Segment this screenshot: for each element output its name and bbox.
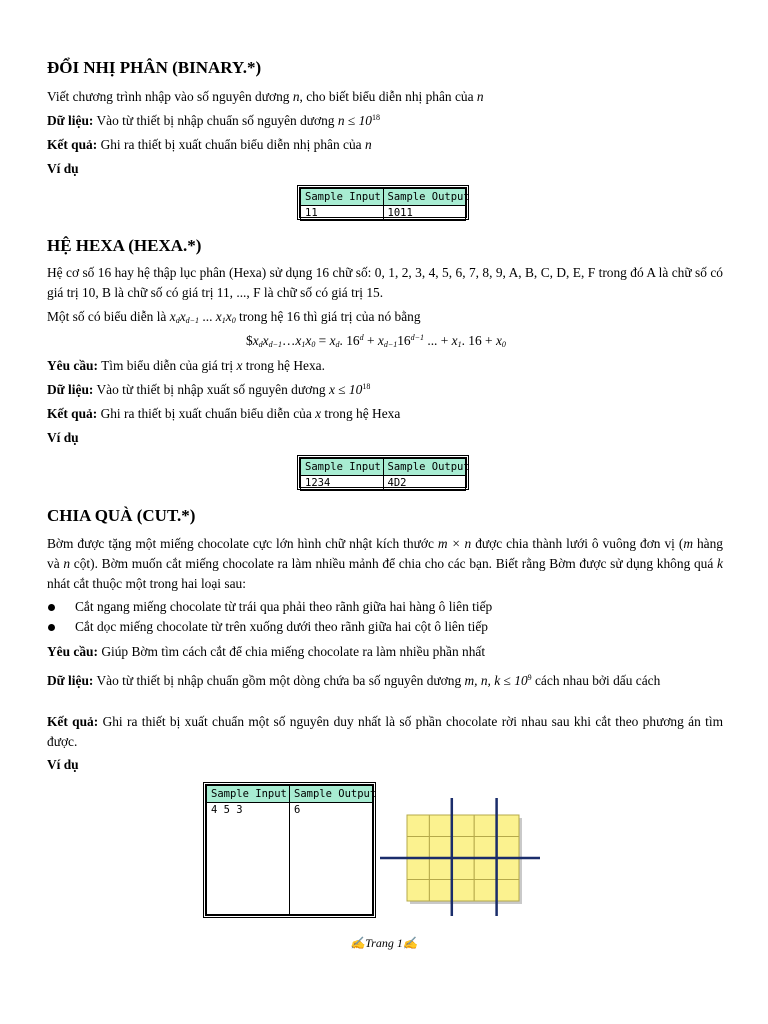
bullet-icon xyxy=(48,604,55,611)
sample-input-value: 1234 xyxy=(301,476,384,491)
sample-output-header: Sample Output xyxy=(290,786,373,803)
grid-cell xyxy=(407,880,429,902)
grid-cell xyxy=(474,815,496,837)
sample-input-header: Sample Input xyxy=(207,786,290,803)
chocolate-grid-illustration xyxy=(380,798,545,916)
hexa-example-label: Ví dụ xyxy=(47,430,79,445)
hexa-requirement: Yêu cầu: Tìm biểu diễn của giá trị x trong hệ Hexa. xyxy=(47,358,325,373)
grid-cell xyxy=(474,858,496,880)
grid-cell xyxy=(497,880,519,902)
sample-output-header: Sample Output xyxy=(383,459,466,476)
section-title-cut: CHIA QUÀ (CUT.*) xyxy=(47,506,196,525)
sample-output-value: 1011 xyxy=(383,206,466,221)
grid-cell xyxy=(452,837,474,859)
grid-cell xyxy=(429,858,451,880)
binary-description: Viết chương trình nhập vào số nguyên dương n, cho biết biểu diễn nhị phân của n xyxy=(47,89,484,104)
cut-input-spec: Dữ liệu: Vào từ thiết bị nhập chuẩn gồm một dòng chứa ba số nguyên dương m, n, $k \le 10^9$ cách nhau bởi dấu cách xyxy=(47,673,661,688)
hexa-input-spec: Dữ liệu: Vào từ thiết bị nhập xuất số nguyên dương $x \le 10^{18}$ xyxy=(47,382,371,397)
sample-input-header: Sample Input xyxy=(301,459,384,476)
grid-cell xyxy=(474,837,496,859)
grid-cell xyxy=(429,880,451,902)
sample-output-value: 4D2 xyxy=(383,476,466,491)
hexa-output-spec: Kết quả: Ghi ra thiết bị xuất chuẩn biểu diễn của x trong hệ Hexa xyxy=(47,406,401,421)
grid-cell xyxy=(474,880,496,902)
bullet-icon xyxy=(48,624,55,631)
binary-sample-table xyxy=(297,185,469,220)
cut-option-horizontal: Cắt ngang miếng chocolate từ trái qua phải theo rãnh giữa hai hàng ô liên tiếp xyxy=(75,599,493,614)
cut-example-label: Ví dụ xyxy=(47,757,79,772)
grid-cell xyxy=(429,837,451,859)
grid-cell xyxy=(497,815,519,837)
grid-cell xyxy=(407,815,429,837)
grid-cell xyxy=(452,858,474,880)
grid-cell xyxy=(452,880,474,902)
sample-input-header: Sample Input xyxy=(301,189,384,206)
cut-requirement: Yêu cầu: Giúp Bờm tìm cách cắt để chia miếng chocolate ra làm nhiều phần nhất xyxy=(47,644,486,659)
hexa-representation-line: Một số có biểu diễn là $x_dx_{d-1}$ ... $x_1x_0$ trong hệ 16 thì giá trị của nó bằng xyxy=(47,309,421,325)
hexa-sample-table xyxy=(297,455,469,490)
grid-cell xyxy=(407,837,429,859)
grid-cell xyxy=(407,858,429,880)
sample-output-header: Sample Output xyxy=(383,189,466,206)
binary-input-spec: Dữ liệu: Vào từ thiết bị nhập chuẩn số nguyên dương $n \le 10^{18}$ xyxy=(47,113,380,128)
sample-input-value: 11 xyxy=(301,206,384,221)
binary-output-spec: Kết quả: Ghi ra thiết bị xuất chuẩn biểu diễn nhị phân của n xyxy=(47,137,372,152)
page-footer: ✍Trang 1✍ xyxy=(350,936,418,950)
grid-cell xyxy=(497,837,519,859)
grid-cell xyxy=(497,858,519,880)
binary-example-label: Ví dụ xyxy=(47,161,79,176)
sample-output-value: 6 xyxy=(290,803,373,915)
sample-input-value: 4 5 3 xyxy=(207,803,290,915)
hexa-formula: $\$x_dx_{d-1}\dots x_1x_0 = x_d$. $16^d + x_{d-1}16^{d-1}$ ... + $x_1$. $16 + x_0$ xyxy=(246,333,506,349)
section-title-binary: ĐỔI NHỊ PHÂN (BINARY.*) xyxy=(47,58,262,77)
grid-cell xyxy=(452,815,474,837)
section-title-hexa: HỆ HEXA (HEXA.*) xyxy=(47,236,202,255)
cut-sample-table xyxy=(203,782,376,918)
cut-paragraph: Bờm được tặng một miếng chocolate cực lớn hình chữ nhật kích thước m × n được chia thành lưới ô vuông đơn vị (m hàng và n cột). Bờm muốn cắt miếng chocolate ra làm nhiều mảnh để chia cho các bạn. Biết rằng Bờm được sử dụng không quá k nhát cắt thuộc một trong hai loại sau: xyxy=(47,536,723,591)
cut-option-vertical: Cắt dọc miếng chocolate từ trên xuống dưới theo rãnh giữa hai cột ô liên tiếp xyxy=(75,619,488,634)
grid-cell xyxy=(429,815,451,837)
cut-output-spec: Kết quả: Ghi ra thiết bị xuất chuẩn một số nguyên duy nhất là số phần chocolate rời nhau sau khi cắt theo phương án tìm được. xyxy=(47,714,723,749)
hexa-paragraph: Hệ cơ số 16 hay hệ thập lục phân (Hexa) sử dụng 16 chữ số: 0, 1, 2, 3, 4, 5, 6, 7, 8, 9, A, B, C, D, E, F trong đó A là chữ số có giá trị 10, B là chữ số có giá trị 11, ..., F là chữ số có giá trị 15. xyxy=(47,265,723,300)
